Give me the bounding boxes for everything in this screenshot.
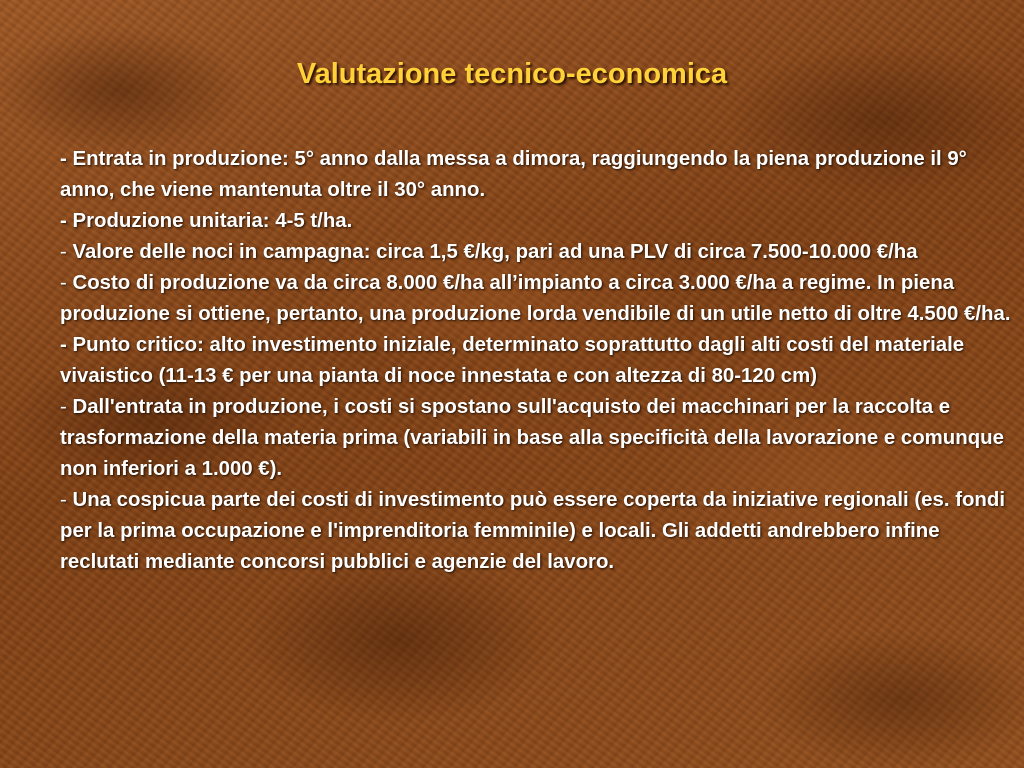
bullet-text: Produzione unitaria: 4-5 t/ha. xyxy=(72,210,353,232)
bullet-text: Dall'entrata in produzione, i costi si spostano sull'acquisto dei macchinari per la raccolta e trasformazione della materia prima (variabili in base alla specificità della lavorazione e comunque non inferiori a 1.000 €). xyxy=(60,396,1004,480)
bullet-produzione-unitaria xyxy=(60,206,1018,237)
bullet-text: Valore delle noci in campagna: circa 1,5 €/kg, pari ad una PLV di circa 7.500-10.000 €/ha xyxy=(72,241,918,263)
bullet-iniziative-regionali xyxy=(60,485,1018,578)
bullet-entrata-produzione xyxy=(60,144,1018,206)
bullet-dash: - xyxy=(60,396,73,418)
bullet-dash: - xyxy=(60,489,73,511)
bullet-dash: - xyxy=(60,272,73,294)
slide-title: Valutazione tecnico-economica xyxy=(296,58,728,90)
bullet-dash: - xyxy=(60,334,73,356)
bullet-text: Costo di produzione va da circa 8.000 €/ha all’impianto a circa 3.000 €/ha a regime. In piena produzione si ottiene, pertanto, una produzione lorda vendibile di un utile netto di oltre 4.500 €/ha. xyxy=(60,272,1011,325)
bullet-entrata-macchinari xyxy=(60,392,1018,485)
bullet-dash: - xyxy=(60,241,73,263)
bullet-costo-produzione xyxy=(60,268,1018,330)
bullet-text: Una cospicua parte dei costi di investimento può essere coperta da iniziative regionali (es. fondi per la prima occupazione e l'imprenditoria femminile) e locali. Gli addetti andrebbero infine reclutati mediante concorsi pubblici e agenzie del lavoro. xyxy=(60,489,1006,573)
slide-body xyxy=(60,144,1018,578)
bullet-punto-critico xyxy=(60,330,1018,392)
bullet-valore-noci xyxy=(60,237,1018,268)
bullet-text: Entrata in produzione: 5° anno dalla messa a dimora, raggiungendo la piena produzione il 9° anno, che viene mantenuta oltre il 30° anno. xyxy=(60,148,967,201)
bullet-dash: - xyxy=(60,148,73,170)
bullet-dash: - xyxy=(60,210,73,232)
bullet-text: Punto critico: alto investimento iniziale, determinato soprattutto dagli alti costi del materiale vivaistico (11-13 € per una pianta di noce innestata e con altezza di 80-120 cm) xyxy=(60,334,965,387)
